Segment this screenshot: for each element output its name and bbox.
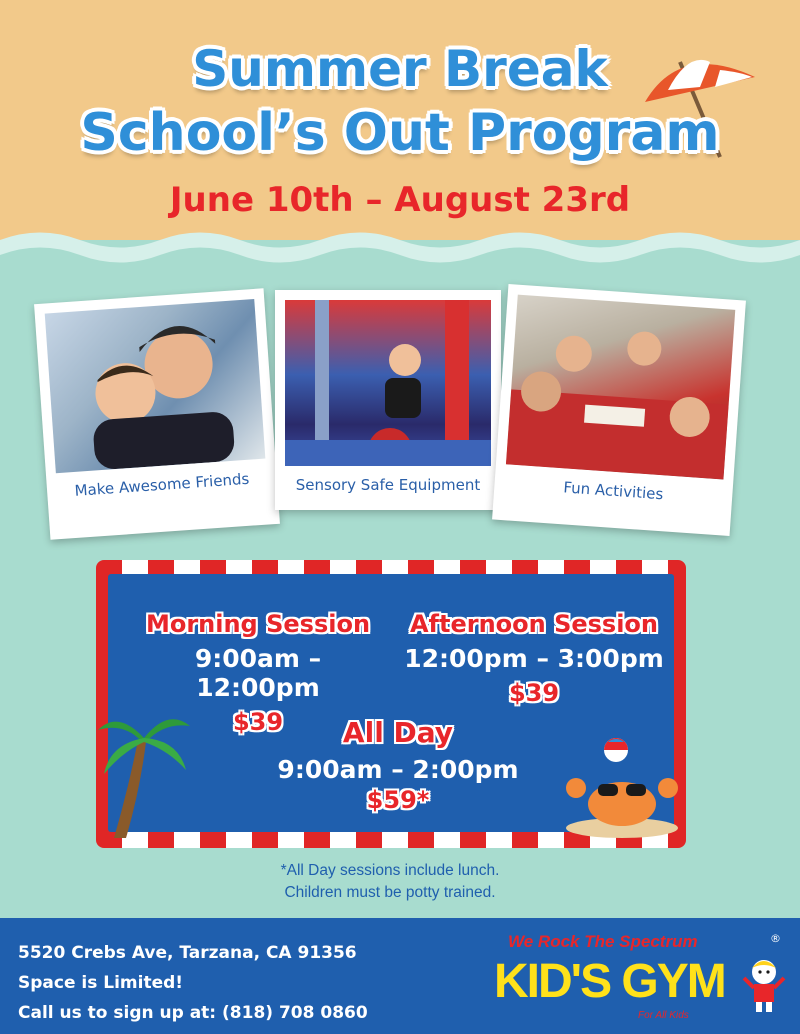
mascot-icon — [742, 956, 786, 1012]
photo-card-equipment — [275, 290, 501, 510]
brand-name: KID'S GYM — [494, 955, 725, 1008]
session-price: $59* — [366, 786, 430, 814]
lunch-note: *All Day sessions include lunch. — [280, 862, 500, 879]
photo-card-activities — [492, 284, 746, 536]
session-label: Morning Session — [145, 610, 371, 638]
session-time: 9:00am – 12:00pm — [194, 644, 322, 702]
address-text: 5520 Crebs Ave, Tarzana, CA 91356 — [18, 943, 357, 963]
photo-friends — [45, 299, 266, 473]
kids-hugging-image — [45, 299, 266, 473]
session-label: All Day — [342, 716, 454, 749]
brand-logo — [488, 930, 788, 1030]
afternoon-session — [404, 610, 664, 707]
sensory-swing-image — [285, 300, 491, 466]
kids-crafting-image — [506, 295, 735, 480]
brand-subline: For All Kids — [638, 1010, 689, 1021]
program-notes — [0, 860, 780, 904]
photo-caption: Fun Activities — [562, 478, 664, 504]
title-line-1: Summer Break — [192, 40, 608, 98]
contact-info — [18, 938, 368, 1028]
photo-equipment — [285, 300, 491, 466]
photo-card-friends — [34, 288, 280, 539]
photo-caption: Sensory Safe Equipment — [295, 476, 481, 494]
phone-text: Call us to sign up at: (818) 708 0860 — [18, 1003, 368, 1023]
brand-tagline: We Rock The Spectrum — [508, 932, 698, 951]
photo-activities — [506, 295, 735, 480]
session-time: 12:00pm – 3:00pm — [404, 644, 664, 673]
allday-session — [248, 716, 548, 814]
title-line-2: School’s Out Program — [80, 103, 720, 163]
session-price: $39 — [232, 708, 284, 736]
footer — [0, 918, 800, 1034]
crab-icon — [562, 736, 682, 840]
program-dates: June 10th – August 23rd — [169, 180, 631, 220]
potty-note: Children must be potty trained. — [284, 884, 496, 901]
session-time: 9:00am – 2:00pm — [277, 755, 519, 784]
space-limited-text: Space is Limited! — [18, 973, 184, 993]
palm-tree-icon — [98, 700, 190, 840]
registered-mark: ® — [770, 932, 781, 945]
photo-caption: Make Awesome Friends — [74, 469, 250, 500]
session-price: $39 — [508, 679, 560, 707]
session-label: Afternoon Session — [409, 610, 659, 638]
